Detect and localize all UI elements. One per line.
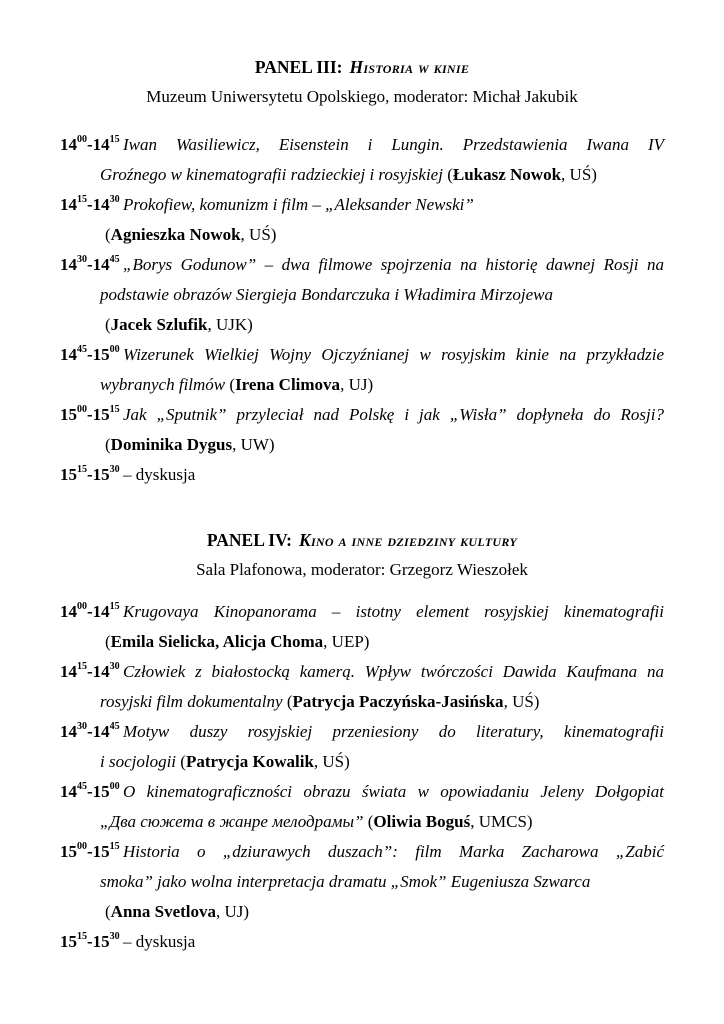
speaker-name: Patrycja Kowalik [185, 752, 314, 771]
time-range: $14^{45}-15^{00}$ [60, 781, 120, 801]
time-minutes-superscript: 45 [77, 781, 87, 793]
time-minutes-superscript: 30 [77, 721, 87, 733]
talk-title-segment: wybranych filmów [100, 375, 230, 394]
panel-iii [60, 52, 664, 490]
entry-line [100, 897, 664, 927]
time-minutes-superscript: 15 [77, 931, 87, 943]
entry-line [60, 777, 664, 807]
time-minutes-superscript: 45 [109, 254, 120, 266]
time-minutes-superscript: 15 [109, 404, 120, 416]
time-minutes-superscript: 30 [109, 661, 120, 673]
time-minutes-superscript: 45 [109, 721, 120, 733]
text-segment: ( [105, 225, 111, 244]
panel-subtitle: Sala Plafonowa, moderator: Grzegorz Wieszołek [196, 560, 528, 579]
time-minutes-superscript: 30 [109, 931, 120, 943]
entry-line [100, 310, 664, 340]
time-range: $14^{30}-14^{45}$ [60, 721, 120, 741]
time-range: $14^{45}-15^{00}$ [60, 344, 120, 364]
entry-line [100, 687, 664, 717]
panel-heading-title: Kino a inne dziedziny kultury [298, 530, 518, 550]
time-minutes-superscript: 00 [109, 781, 120, 793]
speaker-name: Patrycja Paczyńska-Jasińska [292, 692, 504, 711]
entry-line [60, 190, 664, 220]
time-range: $15^{00}-15^{15}$ [60, 841, 120, 861]
text-segment: – dyskusja [123, 932, 196, 951]
entry-line [100, 807, 664, 837]
session-entry [60, 250, 664, 340]
entry-line [100, 160, 664, 190]
session-entry [60, 717, 664, 777]
session-entries [60, 597, 664, 957]
entry-line [60, 250, 664, 280]
speaker-name: Jacek Szlufik [110, 315, 208, 334]
speaker-name: Anna Svetlova [110, 902, 216, 921]
time-minutes-superscript: 15 [77, 661, 87, 673]
time-range: $15^{15}-15^{30}$ [60, 464, 120, 484]
panel-subtitle: Muzeum Uniwersytetu Opolskiego, moderator: Michał Jakubik [146, 87, 578, 106]
session-entries [60, 130, 664, 490]
speaker-name: Oliwia Boguś [373, 812, 471, 831]
text-segment: ( [105, 435, 111, 454]
talk-title-segment: O kinematograficzności obrazu świata w opowiadaniu Jeleny Dołgopiat [123, 782, 664, 801]
talk-title-segment: Człowiek z białostocką kamerą. Wpływ twórczości Dawida Kaufmana na [123, 662, 664, 681]
talk-title-segment: Historia o „dziurawych duszach”: film Marka Zacharowa „Zabić [123, 842, 664, 861]
text-segment: , UMCS) [470, 812, 533, 831]
time-range: $14^{30}-14^{45}$ [60, 254, 120, 274]
entry-line [60, 717, 664, 747]
text-segment: , UJK) [207, 315, 253, 334]
text-segment: ( [367, 812, 374, 831]
entry-line [100, 280, 664, 310]
time-minutes-superscript: 15 [109, 134, 120, 146]
panel-heading [60, 525, 664, 555]
text-segment: ( [286, 692, 293, 711]
speaker-name: Łukasz Nowok [452, 165, 562, 184]
time-minutes-superscript: 00 [77, 134, 87, 146]
session-entry [60, 927, 664, 957]
entry-line [100, 867, 664, 897]
text-segment: , UŚ) [240, 225, 277, 244]
text-segment: , UJ) [216, 902, 250, 921]
time-range: $14^{00}-14^{15}$ [60, 134, 120, 154]
panel-heading [60, 52, 664, 82]
talk-title-segment: Jak „Sputnik” przyleciał nad Polskę i jak „Wisła” dopłyneła do Rosji? [123, 405, 664, 424]
text-segment: , UW) [232, 435, 275, 454]
talk-title-segment: „Два сюжета в жанре мелодрамы” [100, 812, 368, 831]
entry-line [60, 460, 664, 490]
time-minutes-superscript: 30 [109, 464, 120, 476]
talk-title-segment: smoka” jako wolna interpretacja dramatu „Smok” Eugeniusza Szwarca [100, 872, 591, 891]
panel-iv [60, 525, 664, 957]
time-minutes-superscript: 15 [109, 841, 120, 853]
entry-line [60, 400, 664, 430]
text-segment: ( [105, 632, 111, 651]
session-entry [60, 190, 664, 250]
time-minutes-superscript: 00 [77, 601, 87, 613]
time-range: $14^{00}-14^{15}$ [60, 601, 120, 621]
text-segment: ( [447, 165, 453, 184]
time-minutes-superscript: 15 [77, 464, 87, 476]
entry-line [60, 657, 664, 687]
entry-line [60, 837, 664, 867]
entry-line [100, 747, 664, 777]
text-segment: ( [105, 315, 111, 334]
talk-title-segment: Krugovaya Kinopanorama – istotny element rosyjskiej kinematografii [123, 602, 664, 621]
entry-line [100, 627, 664, 657]
session-entry [60, 657, 664, 717]
talk-title-segment: „Borys Godunow” – dwa filmowe spojrzenia na historię dawnej Rosji na [123, 255, 664, 274]
session-entry [60, 460, 664, 490]
panel-heading-prefix: PANEL III: [254, 57, 343, 77]
talk-title-segment: podstawie obrazów Siergieja Bondarczuka i Władimira Mirzojewa [100, 285, 554, 304]
talk-title-segment: rosyjski film dokumentalny [100, 692, 287, 711]
speaker-name: Irena Climova [235, 375, 341, 394]
session-entry [60, 597, 664, 657]
talk-title-segment: Motyw duszy rosyjskiej przeniesiony do literatury, kinematografii [123, 722, 664, 741]
time-minutes-superscript: 00 [109, 344, 120, 356]
time-minutes-superscript: 15 [109, 601, 120, 613]
time-minutes-superscript: 00 [77, 404, 87, 416]
text-segment: , UEP) [323, 632, 370, 651]
speaker-name: Emila Sielicka, Alicja Choma [110, 632, 324, 651]
speaker-name: Agnieszka Nowok [110, 225, 241, 244]
text-segment: ( [229, 375, 236, 394]
time-minutes-superscript: 30 [77, 254, 87, 266]
text-segment: – dyskusja [123, 465, 196, 484]
text-segment: , UŚ) [313, 752, 350, 771]
text-segment: , UJ) [340, 375, 374, 394]
session-entry [60, 777, 664, 837]
talk-title-segment: i socjologii [100, 752, 181, 771]
talk-title-segment: Groźnego w kinematografii radzieckiej i rosyjskiej [100, 165, 448, 184]
time-minutes-superscript: 45 [77, 344, 87, 356]
talk-title-segment: Prokofiew, komunizm i film – „Aleksander Newski” [123, 195, 474, 214]
text-segment: ( [180, 752, 186, 771]
talk-title-segment: Wizerunek Wielkiej Wojny Ojczyźnianej w rosyjskim kinie na przykładzie [123, 345, 664, 364]
panel-heading-title: Historia w kinie [349, 57, 470, 77]
entry-line [60, 597, 664, 627]
entry-line [100, 430, 664, 460]
entry-line [60, 130, 664, 160]
text-segment: , UŚ) [503, 692, 540, 711]
session-entry [60, 340, 664, 400]
session-entry [60, 837, 664, 927]
session-entry [60, 130, 664, 190]
time-minutes-superscript: 30 [109, 194, 120, 206]
time-range: $14^{15}-14^{30}$ [60, 194, 120, 214]
entry-line [60, 340, 664, 370]
panel-heading-prefix: PANEL IV: [206, 530, 292, 550]
time-minutes-superscript: 15 [77, 194, 87, 206]
time-range: $15^{15}-15^{30}$ [60, 931, 120, 951]
session-entry [60, 400, 664, 460]
talk-title-segment: Iwan Wasiliewicz, Eisenstein i Lungin. Przedstawienia Iwana IV [123, 135, 664, 154]
entry-line [100, 370, 664, 400]
text-segment: ( [105, 902, 111, 921]
time-range: $15^{00}-15^{15}$ [60, 404, 120, 424]
entry-line [60, 927, 664, 957]
text-segment: , UŚ) [561, 165, 597, 184]
entry-line [100, 220, 664, 250]
time-range: $14^{15}-14^{30}$ [60, 661, 120, 681]
speaker-name: Dominika Dygus [110, 435, 233, 454]
time-minutes-superscript: 00 [77, 841, 87, 853]
